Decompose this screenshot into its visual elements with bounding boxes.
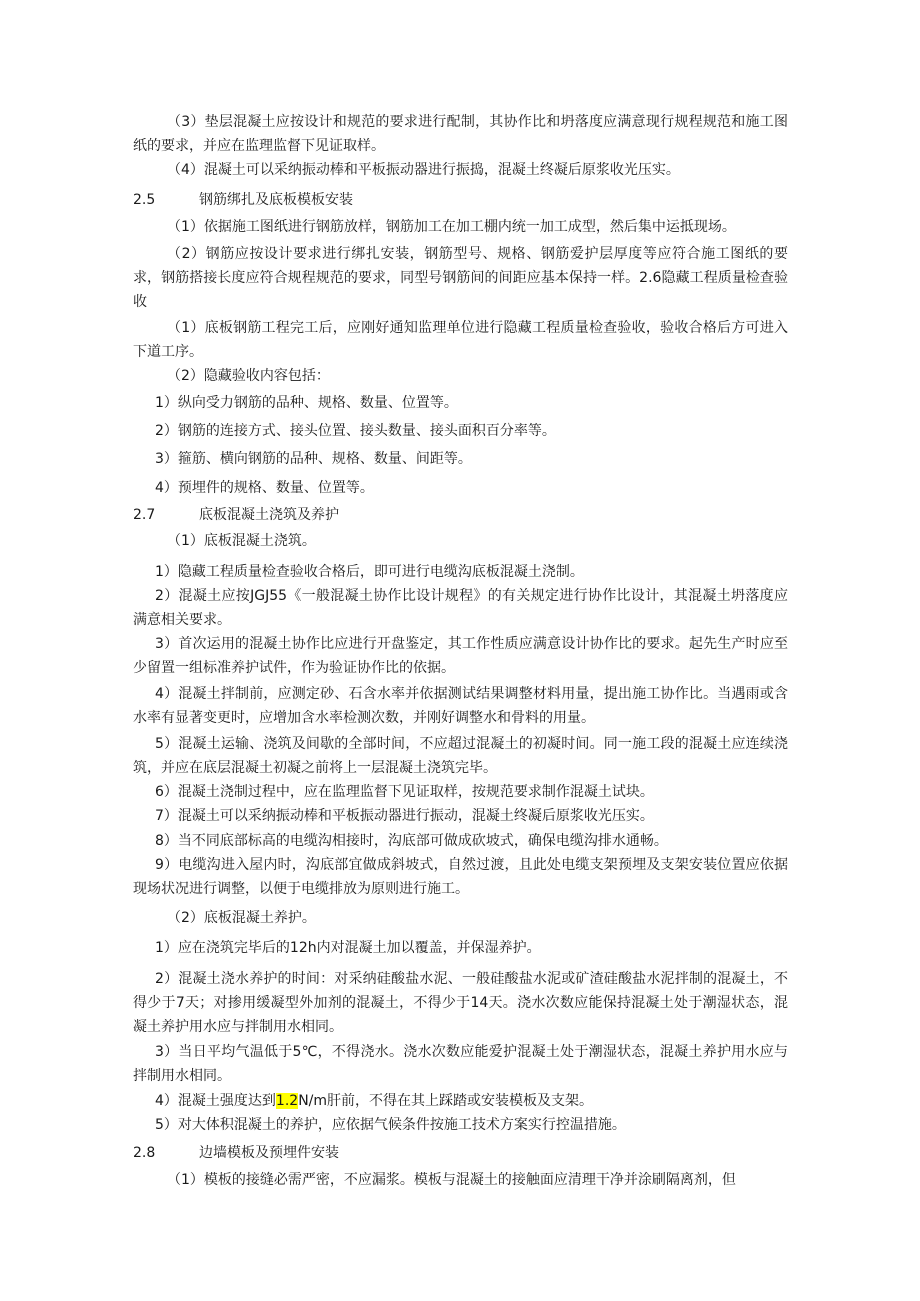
section-number: 2.5 xyxy=(133,192,156,208)
paragraph: （2）底板混凝土养护。 xyxy=(167,910,316,926)
list-item: 5）对大体积混凝土的养护，应依据气候条件按施工技术方案实行控温措施。 xyxy=(155,1117,626,1133)
list-item: 2）混凝土应按JGJ55《一般混凝土协作比设计规程》的有关规定进行协作比设计，其混凝土坍落度应满意相关要求。 xyxy=(133,588,788,628)
text-run: 4）混凝土强度达到 xyxy=(155,1093,276,1109)
list-item: 4）预埋件的规格、数量、位置等。 xyxy=(155,480,374,496)
list-item: 2）混凝土浇水养护的时间：对采纳硅酸盐水泥、一般硅酸盐水泥或矿渣硅酸盐水泥拌制的混凝土，不得少于7天；对掺用缓凝型外加剂的混凝土，不得少于14天。浇水次数应能保持混凝土处于潮湿状态，混凝土养护用水应与拌制用水相同。 xyxy=(133,971,788,1035)
paragraph: （1）依据施工图纸进行钢筋放样，钢筋加工在加工棚内统一加工成型，然后集中运抵现场。 xyxy=(167,219,736,235)
list-item: 1）隐藏工程质量检查验收合格后，即可进行电缆沟底板混凝土浇制。 xyxy=(155,564,584,580)
section-heading-2-8 xyxy=(133,1141,339,1165)
section-number: 2.7 xyxy=(133,507,156,523)
paragraph: （1）底板钢筋工程完工后，应刚好通知监理单位进行隐藏工程质量检查验收，验收合格后方可进入下道工序。 xyxy=(133,320,788,360)
list-item: 1）纵向受力钢筋的品种、规格、数量、位置等。 xyxy=(155,395,458,411)
section-title: 边墙模板及预埋件安装 xyxy=(199,1145,339,1161)
list-item: 8）当不同底部标高的电缆沟相接时，沟底部可做成砍坡式，确保电缆沟排水通畅。 xyxy=(155,833,668,849)
section-heading-2-5 xyxy=(133,188,353,212)
list-item: 9）电缆沟进入屋内时，沟底部宜做成斜坡式，自然过渡，且此处电缆支架预埋及支架安装位置应依据现场状况进行调整，以便于电缆排放为原则进行施工。 xyxy=(133,857,788,897)
list-item: 2）钢筋的连接方式、接头位置、接头数量、接头面积百分率等。 xyxy=(155,423,556,439)
list-item: 6）混凝土浇制过程中，应在监理监督下见证取样，按规范要求制作混凝土试块。 xyxy=(155,784,654,800)
section-number: 2.8 xyxy=(133,1145,156,1161)
section-title: 钢筋绑扎及底板模板安装 xyxy=(199,192,353,208)
section-heading-2-7 xyxy=(133,503,339,527)
list-item: 5）混凝土运输、浇筑及间歇的全部时间，不应超过混凝土的初凝时间。同一施工段的混凝土应连续浇筑，并应在底层混凝土初凝之前将上一层混凝土浇筑完毕。 xyxy=(133,736,788,776)
paragraph: （3）垫层混凝土应按设计和规范的要求进行配制，其协作比和坍落度应满意现行规程规范和施工图纸的要求，并应在监理监督下见证取样。 xyxy=(133,114,788,154)
list-item: 4）混凝土拌制前，应测定砂、石含水率并依据测试结果调整材料用量，提出施工协作比。当遇雨或含水率有显著变更时，应增加含水率检测次数，并刚好调整水和骨料的用量。 xyxy=(133,686,788,726)
text-run: N/m肝前，不得在其上踩踏或安装模板及支架。 xyxy=(298,1093,594,1109)
list-item xyxy=(133,1089,788,1113)
list-item: 3）当日平均气温低于5℃，不得浇水。浇水次数应能爱护混凝土处于潮湿状态，混凝土养护用水应与拌制用水相同。 xyxy=(133,1044,788,1084)
list-item: 3）首次运用的混凝土协作比应进行开盘鉴定，其工作性质应满意设计协作比的要求。起先生产时应至少留置一组标准养护试件，作为验证协作比的依据。 xyxy=(133,636,788,676)
section-title: 底板混凝土浇筑及养护 xyxy=(199,507,339,523)
highlighted-text: 1.2 xyxy=(275,1093,299,1109)
list-item: 1）应在浇筑完毕后的12h内对混凝土加以覆盖，并保湿养护。 xyxy=(155,940,541,956)
list-item: 3）箍筋、横向钢筋的品种、规格、数量、间距等。 xyxy=(155,451,472,467)
paragraph: （4）混凝土可以采纳振动棒和平板振动器进行振捣，混凝土终凝后原浆收光压实。 xyxy=(167,162,680,178)
paragraph: （2）隐藏验收内容包括： xyxy=(167,368,330,384)
paragraph: （1）底板混凝土浇筑。 xyxy=(167,533,316,549)
paragraph: （2）钢筋应按设计要求进行绑扎安装，钢筋型号、规格、钢筋爱护层厚度等应符合施工图纸的要求，钢筋搭接长度应符合规程规范的要求，同型号钢筋间的间距应基本保持一样。2.6隐藏工程质量检查验收 xyxy=(133,246,788,310)
paragraph: （1）模板的接缝必需严密，不应漏浆。模板与混凝土的接触面应清理干净并涂刷隔离剂，但 xyxy=(167,1172,736,1188)
list-item: 7）混凝土可以采纳振动棒和平板振动器进行振动，混凝土终凝后原浆收光压实。 xyxy=(155,808,654,824)
